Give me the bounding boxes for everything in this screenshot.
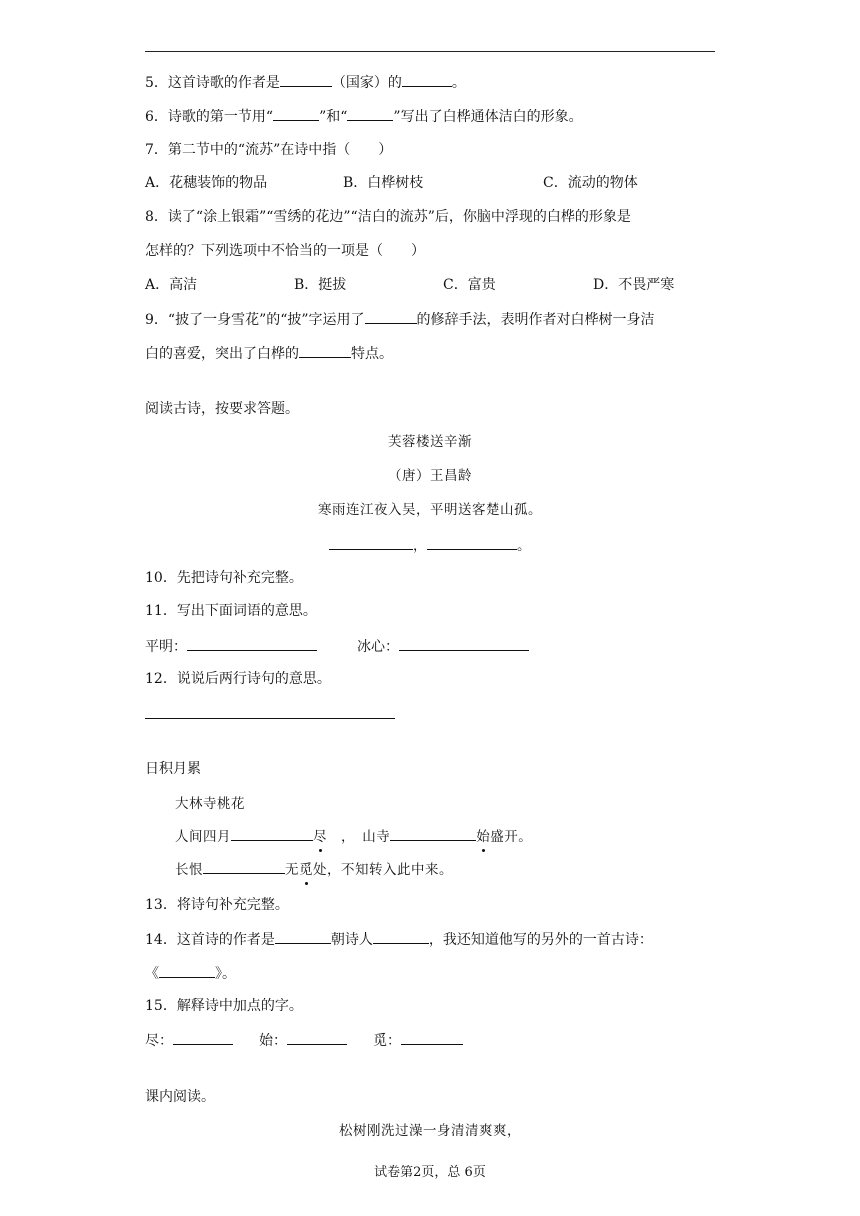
- question-6: 6．诗歌的第一节用“ ”和“ ”写出了白桦通体洁白的形象。: [145, 106, 583, 127]
- option-a[interactable]: A．高洁: [145, 277, 198, 293]
- question-9-cont: 白的喜爱，突出了白桦的 特点。: [145, 343, 393, 364]
- question-14-cont: 《 》。: [145, 963, 236, 984]
- blank[interactable]: [373, 929, 429, 944]
- blank[interactable]: [231, 826, 313, 841]
- blank[interactable]: [173, 1030, 233, 1045]
- blank[interactable]: [203, 859, 285, 874]
- term-2: 冰心：: [357, 636, 529, 657]
- blank[interactable]: [299, 343, 351, 358]
- question-11: 11．写出下面词语的意思。: [145, 603, 317, 619]
- option-b[interactable]: B．白桦树枝: [343, 175, 424, 191]
- poem-title: 大林寺桃花: [175, 796, 245, 812]
- blank[interactable]: [347, 106, 393, 121]
- option-c[interactable]: C．流动的物体: [543, 175, 638, 191]
- poem-title: 芙蓉楼送辛渐: [388, 434, 472, 450]
- answer-line[interactable]: [145, 718, 395, 719]
- char-2: 始：: [259, 1030, 347, 1051]
- poem-blank-line: ， 。: [0, 535, 860, 556]
- blank[interactable]: [402, 72, 452, 87]
- question-9: 9．“披了一身雪花”的“披”字运用了 的修辞手法，表明作者对白桦树一身洁: [145, 309, 655, 330]
- blank[interactable]: [399, 636, 529, 651]
- question-13: 13．将诗句补充完整。: [145, 897, 289, 913]
- term-1: 平明：: [145, 636, 317, 657]
- question-8-cont: 怎样的？下列选项中不恰当的一项是（ ）: [145, 243, 425, 259]
- question-12: 12．说说后两行诗句的意思。: [145, 671, 331, 687]
- question-8: 8．读了“涂上银霜”“雪绣的花边”“洁白的流苏”后，你脑中浮现的白桦的形象是: [145, 209, 631, 225]
- poem-line: 寒雨连江夜入吴，平明送客楚山孤。: [318, 502, 542, 518]
- poem-line: 人间四月 尽 ， 山寺 始盛开。: [175, 826, 532, 847]
- option-c[interactable]: C．富贵: [443, 277, 496, 293]
- char-1: 尽：: [145, 1030, 233, 1051]
- question-10: 10．先把诗句补充完整。: [145, 570, 303, 586]
- section-heading: 课内阅读。: [145, 1089, 215, 1105]
- blank[interactable]: [390, 826, 476, 841]
- section-heading: 阅读古诗，按要求答题。: [145, 401, 299, 417]
- blank[interactable]: [159, 963, 215, 978]
- blank[interactable]: [427, 535, 517, 550]
- blank[interactable]: [275, 929, 331, 944]
- blank[interactable]: [273, 106, 319, 121]
- poem-line: 松树刚洗过澡一身清清爽爽，: [339, 1123, 521, 1139]
- header-rule: [145, 51, 715, 52]
- poem-line: 长恨 无觅处，不知转入此中来。: [175, 859, 453, 880]
- poem-author: （唐）王昌龄: [388, 468, 472, 484]
- question-15: 15．解释诗中加点的字。: [145, 998, 303, 1014]
- blank[interactable]: [329, 535, 413, 550]
- blank[interactable]: [287, 1030, 347, 1045]
- section-heading: 日积月累: [145, 761, 201, 777]
- option-b[interactable]: B．挺拔: [294, 277, 347, 293]
- question-14: 14．这首诗的作者是 朝诗人 ，我还知道他写的另外的一首古诗：: [145, 929, 653, 950]
- char-3: 觅：: [373, 1030, 463, 1051]
- page-footer: 试卷第2页，总 6页: [374, 1165, 486, 1180]
- blank[interactable]: [280, 72, 332, 87]
- option-a[interactable]: A．花穗装饰的物品: [145, 175, 268, 191]
- blank[interactable]: [365, 309, 417, 324]
- blank[interactable]: [187, 636, 317, 651]
- question-7: 7．第二节中的“流苏”在诗中指（ ）: [145, 142, 393, 158]
- option-d[interactable]: D．不畏严寒: [593, 277, 675, 293]
- blank[interactable]: [401, 1030, 463, 1045]
- question-5: 5．这首诗歌的作者是 （国家）的 。: [145, 72, 466, 93]
